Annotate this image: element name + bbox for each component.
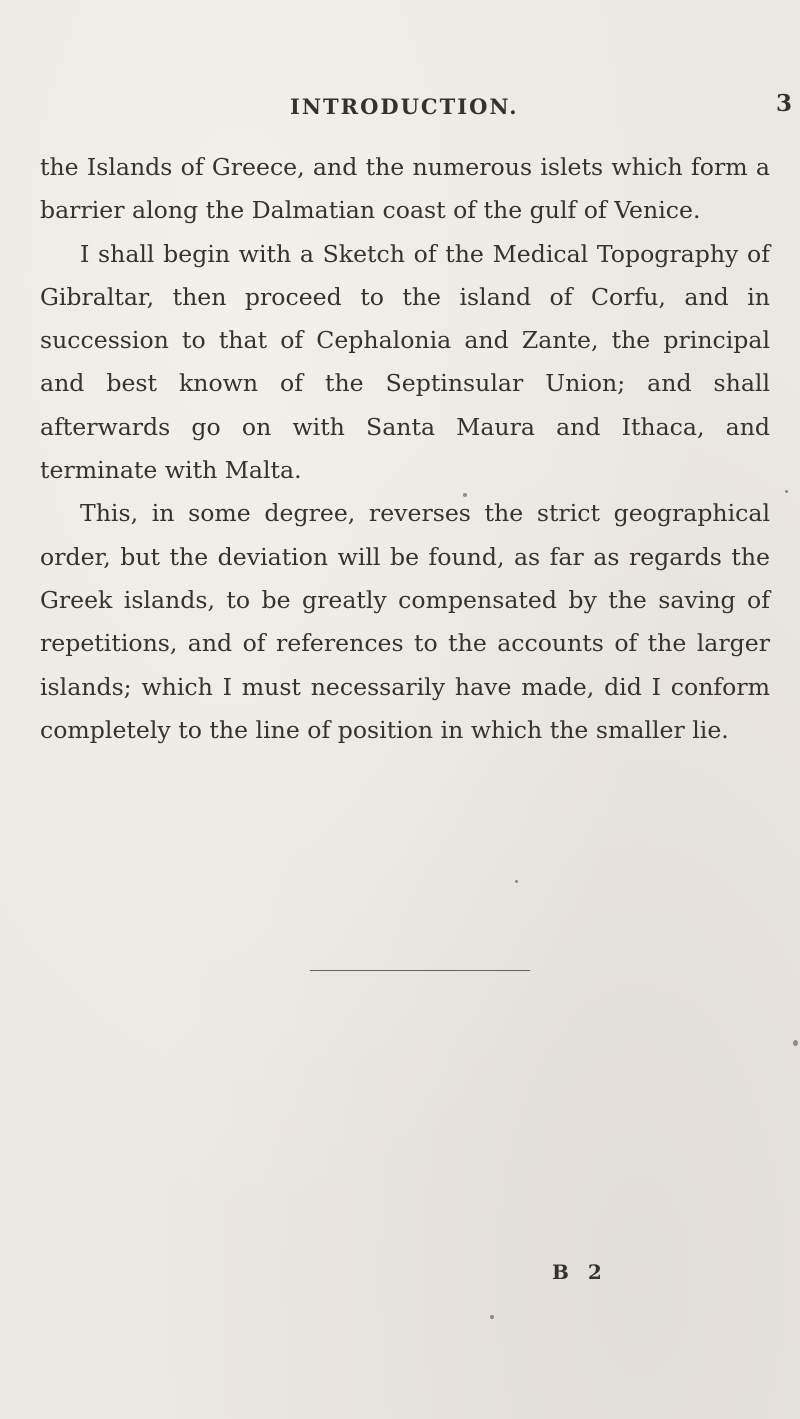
paragraph-topography-plan: I shall begin with a Sketch of the Medical Topography of Gibraltar, then proceed to the island of Corfu, and in succession to that of Cephalonia and Zante, the principal and best known of the Septinsular Union; and shall afterwards go on with Santa Maura and Ithaca, and terminate with Malta. (40, 239, 770, 485)
paper-speck (793, 1040, 798, 1046)
paper-speck (463, 493, 467, 497)
body-text (40, 146, 770, 752)
paper-speck (515, 880, 518, 883)
paragraph-order-note: This, in some degree, reverses the strict geographical order, but the deviation will be found, as far as regards the Greek islands, to be greatly compensated by the saving of repetitions, and of references to the accounts of the larger islands; which I must necessarily have made, did I conform completely to the line of position in which the smaller lie. (40, 499, 770, 744)
running-head (0, 86, 800, 126)
paper-speck (785, 490, 788, 493)
section-divider-rule (310, 970, 530, 971)
page-number: 3 (776, 90, 793, 117)
signature-mark: B 2 (552, 1260, 608, 1284)
paragraph-continuation: the Islands of Greece, and the numerous islets which form a barrier along the Dalmatian coast of the gulf of Venice. (40, 153, 770, 225)
running-title: INTRODUCTION. (290, 94, 519, 119)
paper-speck (490, 1315, 494, 1319)
